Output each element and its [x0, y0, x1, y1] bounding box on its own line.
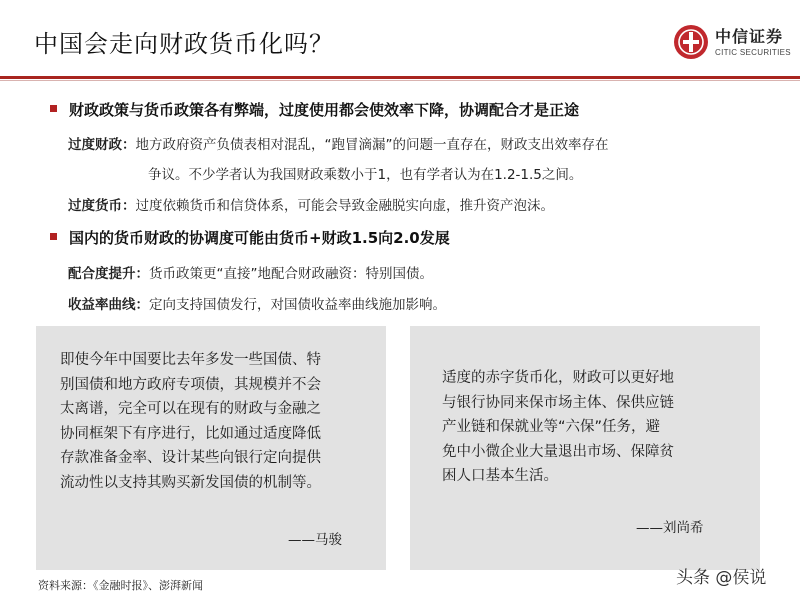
quote-author-liu-shangxi: ——刘尚希	[636, 520, 704, 536]
quote-author-ma-jun: ——马骏	[288, 532, 342, 548]
item-fiscal-cont: 争议。不少学者认为我国财政乘数小于1，也有学者认为在1.2-1.5之间。	[148, 167, 583, 183]
quote-text-ma-jun: 即使今年中国要比去年多发一些国债、特 别国债和地方政府专项债，其规模并不会 太离谱，完全可以在现有的财政与金融之 协同框架下有序进行，比如通过适度降低 存款准备金率、设计某些向银行定向提供 流动性以支持其购买新发国债的机制等。	[60, 352, 321, 491]
item-yield-curve: 收益率曲线：定向支持国债发行，对国债收益率曲线施加影响。	[68, 297, 446, 313]
header-divider	[0, 76, 800, 79]
header-divider-thin	[0, 80, 800, 81]
section-heading-1: 财政政策与货币政策各有弊端，过度使用都会使效率下降，协调配合才是正途	[50, 99, 579, 120]
section-heading-2: 国内的货币财政的协调度可能由货币+财政1.5向2.0发展	[50, 227, 450, 248]
citic-logo	[665, 18, 795, 70]
item-coordination: 配合度提升：货币政策更“直接”地配合财政融资：特别国债。	[68, 266, 433, 282]
source-note: 资料来源：《金融时报》、澎湃新闻	[38, 579, 203, 592]
quote-text-liu-shangxi: 适度的赤字货币化，财政可以更好地 与银行协同来保市场主体、保供应链 产业链和保就业等“六保”任务，避 免中小微企业大量退出市场、保障贫 困人口基本生活。	[442, 370, 674, 484]
logo-name-en: CITIC SECURITIES	[715, 48, 791, 57]
citic-logo-icon	[673, 24, 709, 60]
watermark: 头条 @侯说	[676, 568, 767, 588]
page-title: 中国会走向财政货币化吗？	[34, 30, 334, 58]
logo-name-cn: 中信证券	[715, 27, 784, 46]
item-monetary: 过度货币：过度依赖货币和信贷体系，可能会导致金融脱实向虚，推升资产泡沫。	[68, 198, 554, 214]
bullet-square-icon	[50, 105, 57, 112]
bullet-square-icon	[50, 233, 57, 240]
item-fiscal: 过度财政：地方政府资产负债表相对混乱，“跑冒滴漏”的问题一直存在，财政支出效率存在	[68, 137, 609, 153]
